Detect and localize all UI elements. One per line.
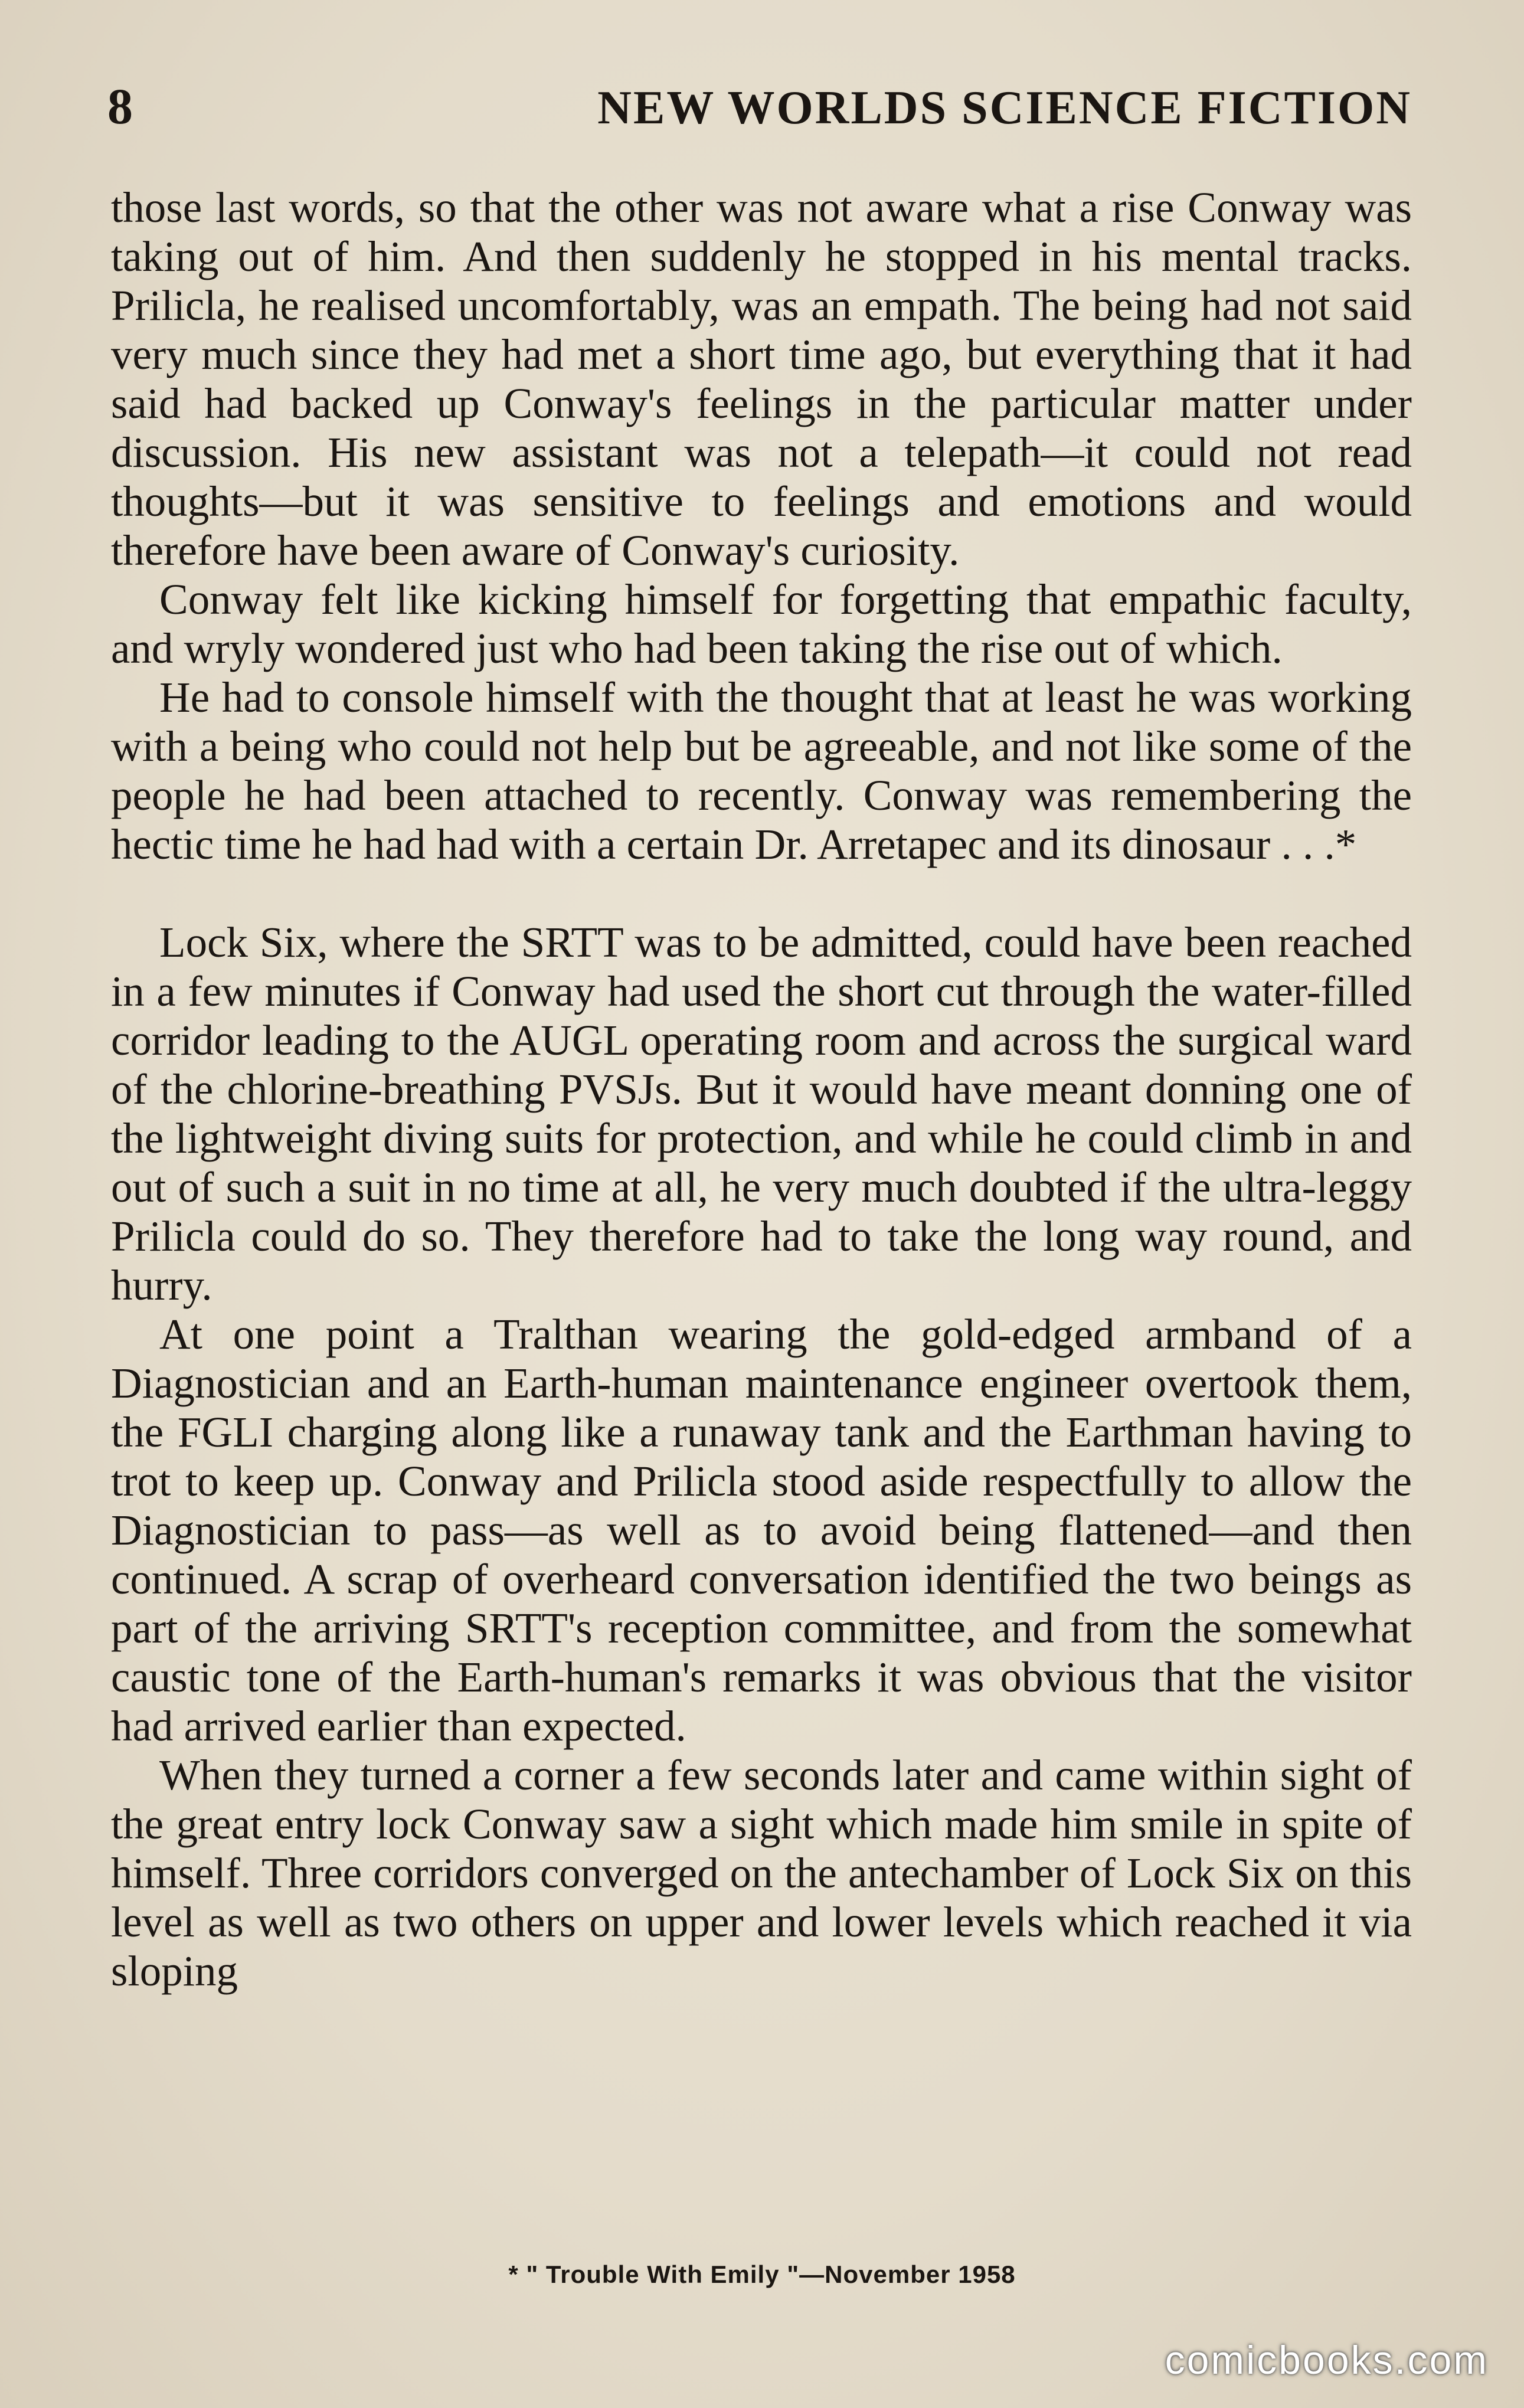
paragraph-3: He had to console himself with the thought that at least he was working with a being who could not help but be agreeable, and not like some of the people he had been attached to recently. Conway was remembering the hectic time he had had with a certain Dr. Arretapec and its dinosaur . . .*	[111, 673, 1412, 868]
site-watermark: comicbooks.com	[1165, 2338, 1489, 2383]
page-header	[107, 77, 1412, 142]
running-title: NEW WORLDS SCIENCE FICTION	[597, 82, 1412, 134]
paragraph-1: those last words, so that the other was not aware what a rise Conway was taking out of him. And then suddenly he stopped in his mental tracks. Prilicla, he realised uncomfortably, was an empath. The being had not said very much since they had met a short time ago, but everything that it had said had backed up Conway's feelings in the particular matter under discussion. His new assistant was not a telepath—it could not read thoughts—but it was sensitive to feelings and emotions and would therefore have been aware of Conway's curiosity.	[111, 184, 1412, 574]
body-text	[111, 183, 1412, 1995]
footnote: * " Trouble With Emily "—November 1958	[508, 2260, 1016, 2288]
paragraph-2: Conway felt like kicking himself for forgetting that empathic faculty, and wryly wondered just who had been taking the rise out of which.	[111, 575, 1412, 672]
paragraph-6: When they turned a corner a few seconds later and came within sight of the great entry lock Conway saw a sight which made him smile in spite of himself. Three corridors converged on the antechamber of Lock Six on this level as well as two others on upper and lower levels which reached it via sloping	[111, 1751, 1412, 1995]
page-number: 8	[107, 78, 134, 135]
paragraph-4: Lock Six, where the SRTT was to be admitted, could have been reached in a few minutes if Conway had used the short cut through the water-filled corridor leading to the AUGL operating room and across the surgical ward of the chlorine-breathing PVSJs. But it would have meant donning one of the lightweight diving suits for protection, and while he could climb in and out of such a suit in no time at all, he very much doubted if the ultra-leggy Prilicla could do so. They therefore had to take the long way round, and hurry.	[111, 918, 1412, 1309]
paragraph-5: At one point a Tralthan wearing the gold-edged armband of a Diagnostician and an Earth-human maintenance engineer overtook them, the FGLI charging along like a runaway tank and the Earthman having to trot to keep up. Conway and Prilicla stood aside respectfully to allow the Diagnostician to pass—as well as to avoid being flattened—and then continued. A scrap of overheard conversation identified the two beings as part of the arriving SRTT's reception committee, and from the somewhat caustic tone of the Earth-human's remarks it was obvious that the visitor had arrived earlier than expected.	[111, 1310, 1412, 1750]
